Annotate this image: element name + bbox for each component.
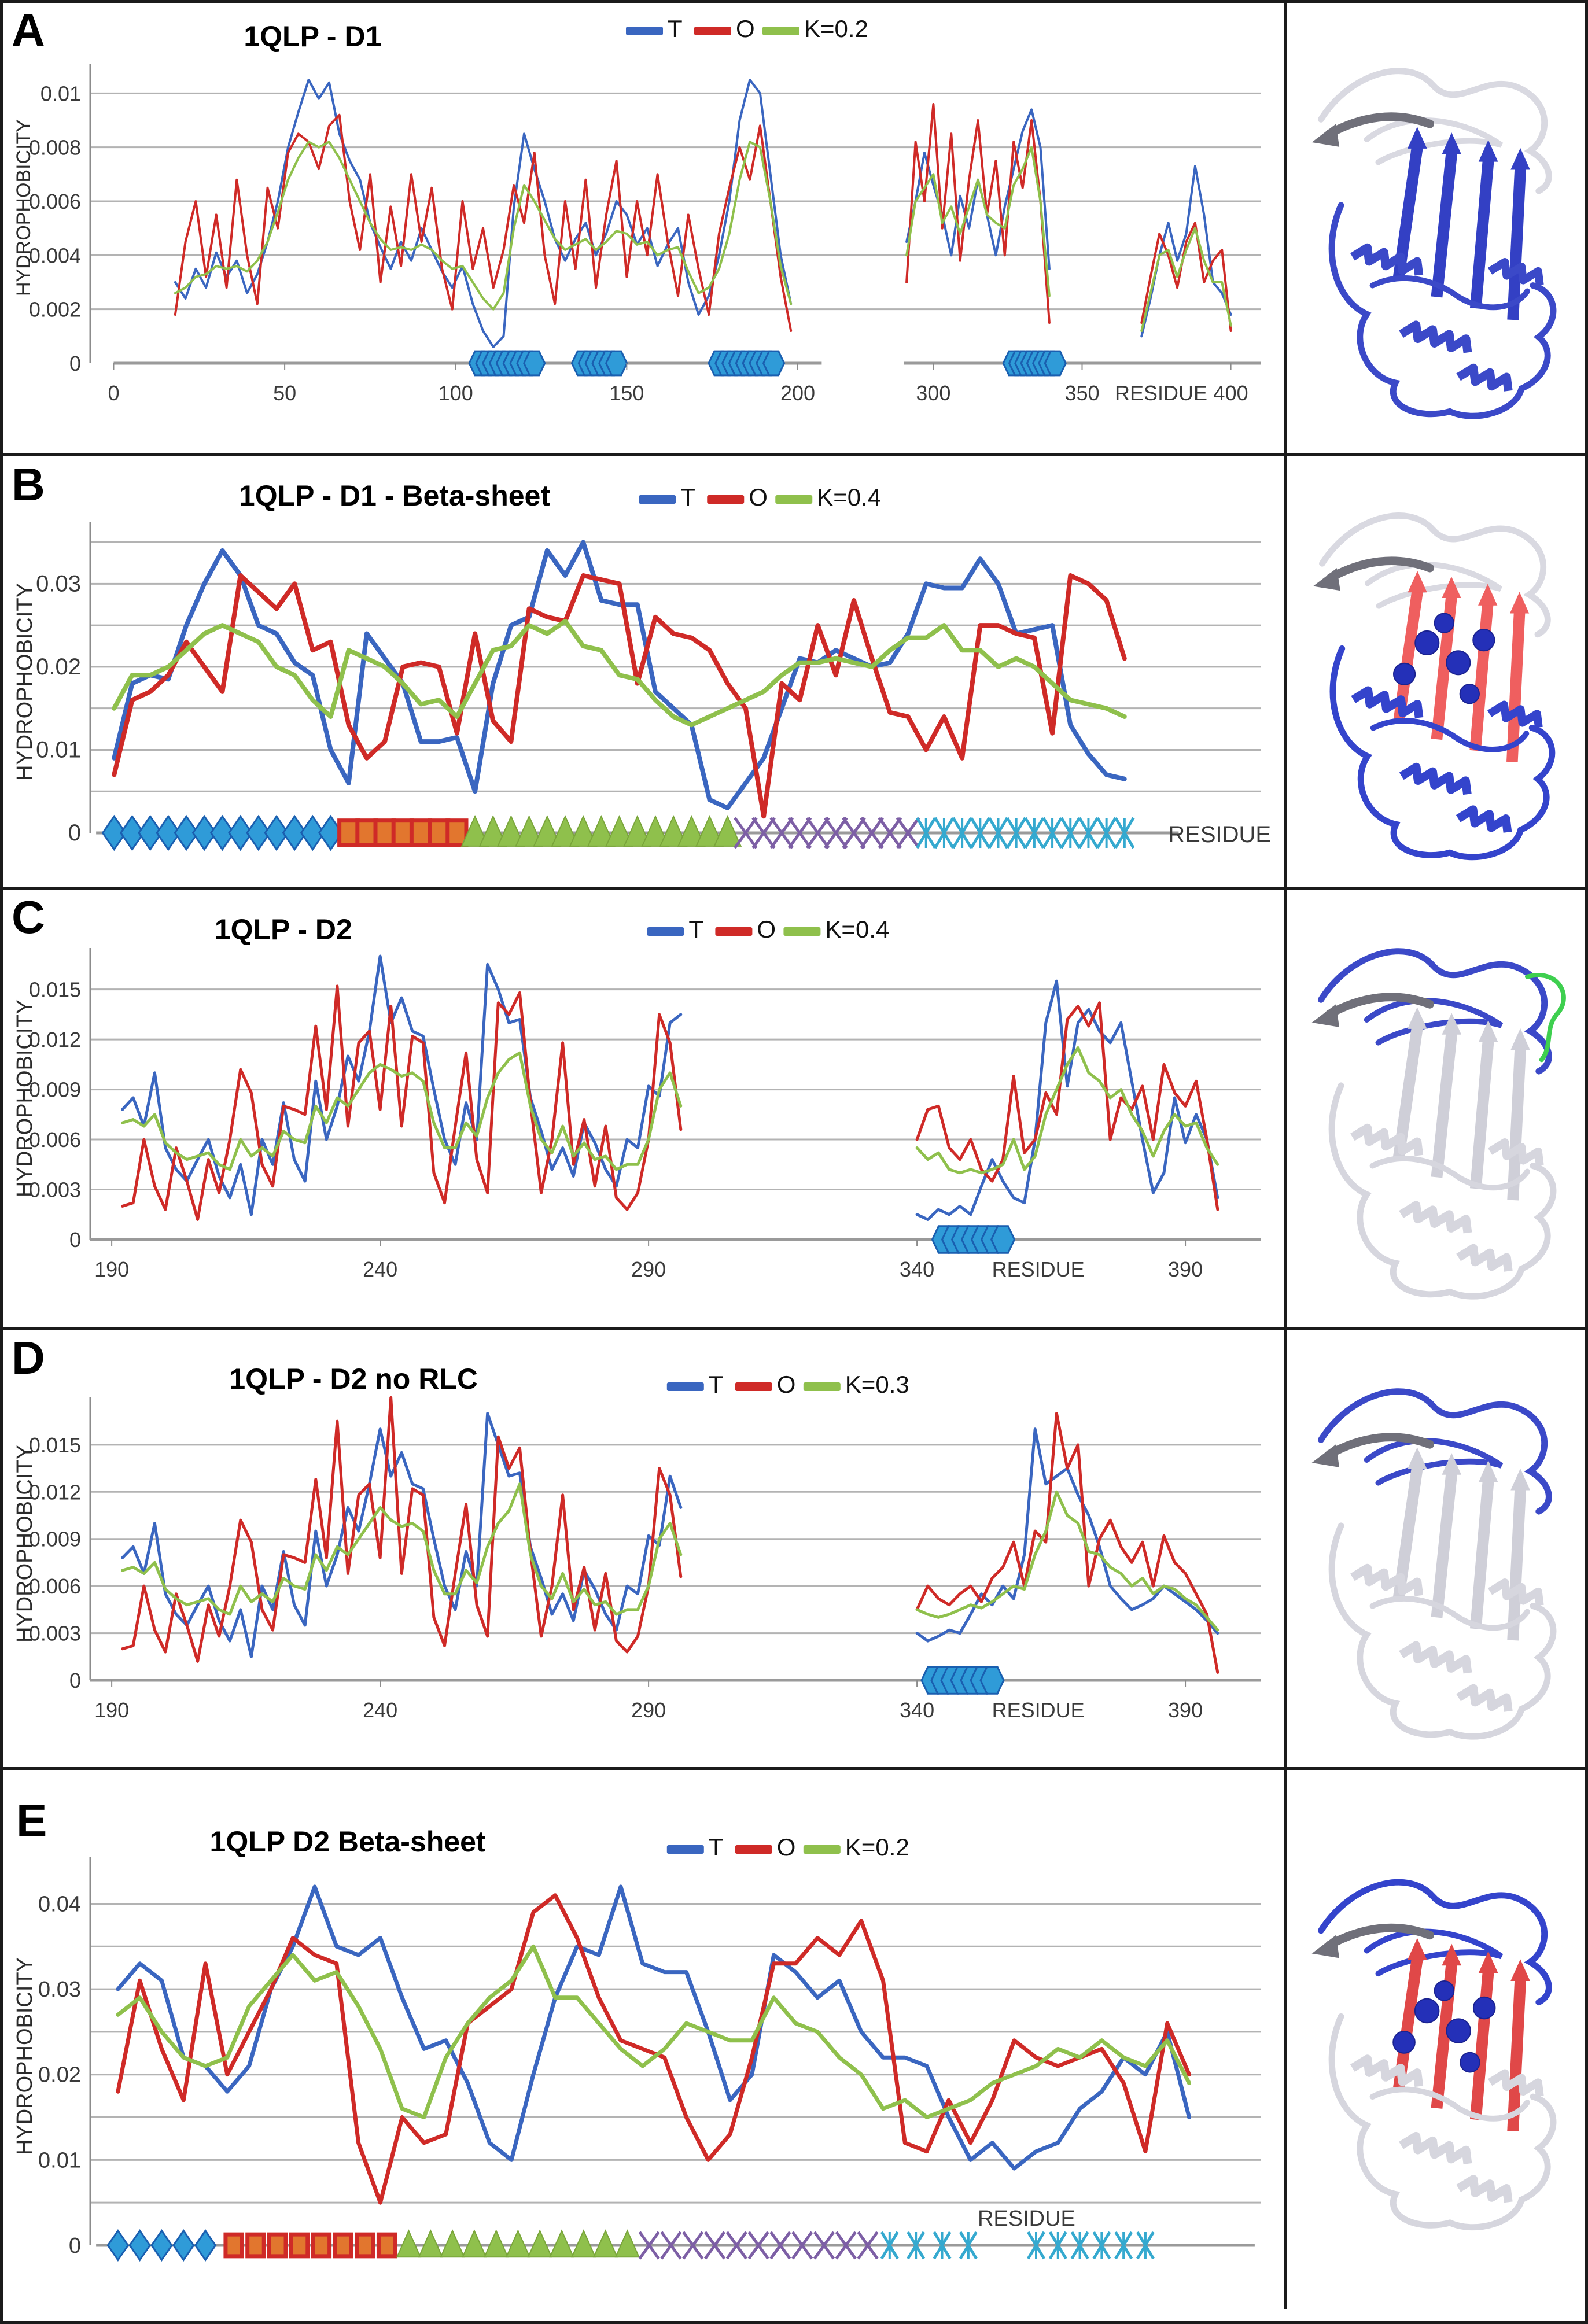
panel-c-title: 1QLP - D2 bbox=[214, 913, 352, 946]
panel-c-chart-area bbox=[3, 890, 1284, 1327]
panel-e-title: 1QLP D2 Beta-sheet bbox=[209, 1825, 486, 1858]
triangle-marker bbox=[506, 2231, 529, 2257]
triangle-marker bbox=[463, 2231, 486, 2257]
sphere bbox=[1394, 663, 1415, 685]
panel-d-chart-area bbox=[3, 1330, 1284, 1767]
square-marker bbox=[393, 821, 412, 846]
panel-e-structure-image bbox=[1287, 1770, 1585, 2309]
legend-label-T: T bbox=[708, 1834, 724, 1861]
legend-swatch-O bbox=[694, 27, 731, 35]
y-tick-label: 0.03 bbox=[38, 1978, 81, 2002]
y-tick-label: 0 bbox=[68, 820, 81, 846]
legend-label-K=0.4: K=0.4 bbox=[817, 484, 882, 511]
panel-d-structure-image bbox=[1287, 1330, 1585, 1767]
panel-a-chart bbox=[3, 3, 1284, 453]
legend-label-O: O bbox=[749, 484, 768, 511]
sphere bbox=[1473, 1997, 1495, 2019]
x-tick-label: 190 bbox=[94, 1698, 130, 1722]
triangle-marker bbox=[616, 2231, 639, 2257]
square-marker bbox=[375, 821, 394, 846]
panel-a-chart-area bbox=[3, 3, 1284, 453]
sphere bbox=[1435, 1981, 1454, 2001]
legend-swatch-O bbox=[735, 1845, 772, 1854]
x-tick-label: 0 bbox=[108, 381, 120, 405]
y-tick-label: 0.003 bbox=[28, 1178, 81, 1202]
panel-c-y-axis-label: HYDROPHOBICITY bbox=[13, 999, 37, 1198]
y-tick-label: 0.01 bbox=[38, 2148, 81, 2173]
x-tick-label: 190 bbox=[94, 1257, 130, 1281]
series-line-T bbox=[175, 80, 791, 347]
square-marker bbox=[358, 821, 376, 846]
series-line-O bbox=[123, 986, 681, 1219]
legend-swatch-K=0.2 bbox=[762, 27, 799, 35]
series-line-O bbox=[114, 576, 1125, 816]
square-marker bbox=[357, 2234, 374, 2256]
x-tick-label: 390 bbox=[1168, 1698, 1203, 1722]
series-line-T bbox=[907, 109, 1049, 268]
panel-b-structure-box bbox=[1284, 456, 1585, 887]
y-tick-label: 0 bbox=[69, 352, 81, 375]
y-tick-label: 0 bbox=[69, 1228, 81, 1252]
triangle-marker bbox=[397, 2231, 420, 2257]
y-tick-label: 0.009 bbox=[28, 1527, 81, 1551]
x-tick-label: 50 bbox=[273, 381, 297, 405]
triangle-marker bbox=[594, 2231, 617, 2257]
panel-e-y-axis-label: HYDROPHOBICITY bbox=[13, 1957, 37, 2155]
x-tick-label: 400 bbox=[1213, 381, 1248, 405]
square-marker bbox=[313, 2234, 330, 2256]
x-tick-label: 390 bbox=[1168, 1257, 1203, 1281]
hexagon-marker bbox=[1045, 351, 1066, 375]
panel-e-chart bbox=[3, 1770, 1284, 2309]
x-tick-label: 290 bbox=[631, 1698, 666, 1722]
x-tick-label: 150 bbox=[609, 381, 644, 405]
legend-label-O: O bbox=[776, 1371, 796, 1398]
panel-d-title: 1QLP - D2 no RLC bbox=[229, 1363, 478, 1395]
panel-b bbox=[3, 456, 1585, 890]
y-tick-label: 0.02 bbox=[38, 2063, 81, 2087]
diamond-marker bbox=[196, 2231, 216, 2260]
legend-swatch-K=0.4 bbox=[783, 927, 820, 936]
panel-a-structure-box bbox=[1284, 3, 1585, 453]
sphere bbox=[1435, 614, 1454, 633]
series-line-T bbox=[917, 981, 1218, 1219]
legend-label-T: T bbox=[667, 15, 683, 42]
panel-b-chart bbox=[3, 456, 1284, 887]
square-marker bbox=[226, 2234, 242, 2256]
legend-swatch-K=0.3 bbox=[804, 1382, 841, 1391]
diamond-marker bbox=[130, 2231, 150, 2260]
panel-b-title: 1QLP - D1 - Beta-sheet bbox=[238, 479, 551, 512]
y-tick-label: 0.01 bbox=[36, 737, 81, 763]
legend-label-O: O bbox=[735, 15, 755, 42]
x-axis-title: RESIDUE bbox=[992, 1257, 1085, 1281]
legend-label-T: T bbox=[680, 484, 695, 511]
panel-c-structure-box bbox=[1284, 890, 1585, 1327]
legend-label-O: O bbox=[776, 1834, 796, 1861]
legend-label-K=0.2: K=0.2 bbox=[804, 15, 868, 42]
legend-swatch-T bbox=[667, 1382, 704, 1391]
y-tick-label: 0 bbox=[69, 1669, 81, 1692]
panel-a-title: 1QLP - D1 bbox=[244, 20, 382, 53]
panel-c bbox=[3, 890, 1585, 1330]
legend-label-K=0.2: K=0.2 bbox=[845, 1834, 909, 1861]
hexagon-marker bbox=[606, 351, 627, 375]
square-marker bbox=[291, 2234, 308, 2256]
legend-swatch-K=0.2 bbox=[804, 1845, 841, 1854]
legend-swatch-K=0.4 bbox=[775, 495, 812, 504]
sphere bbox=[1460, 2053, 1480, 2072]
legend-label-O: O bbox=[757, 916, 776, 943]
y-tick-label: 0.006 bbox=[28, 190, 81, 213]
y-tick-label: 0.009 bbox=[28, 1078, 81, 1102]
square-marker bbox=[430, 821, 448, 846]
y-tick-label: 0.015 bbox=[28, 1433, 81, 1457]
series-line-T bbox=[118, 1887, 1189, 2168]
panel-e-chart-area bbox=[3, 1770, 1284, 2309]
series-line-K=0.2 bbox=[175, 142, 791, 309]
legend-label-T: T bbox=[688, 916, 704, 943]
panel-b-structure-image bbox=[1287, 456, 1585, 887]
legend-swatch-T bbox=[647, 927, 684, 936]
legend-swatch-O bbox=[735, 1382, 772, 1391]
sphere bbox=[1415, 631, 1439, 655]
legend-swatch-T bbox=[626, 27, 663, 35]
y-tick-label: 0.004 bbox=[28, 244, 81, 268]
square-marker bbox=[411, 821, 430, 846]
series-line-O bbox=[123, 1397, 681, 1661]
y-tick-label: 0 bbox=[68, 2234, 81, 2258]
x-tick-label: 200 bbox=[780, 381, 816, 405]
panel-e-letter: E bbox=[16, 1795, 47, 1846]
square-marker bbox=[269, 2234, 286, 2256]
panel-d-chart bbox=[3, 1330, 1284, 1767]
sphere bbox=[1446, 2019, 1471, 2043]
x-tick-label: 340 bbox=[900, 1257, 935, 1281]
x-tick-label: 240 bbox=[363, 1257, 398, 1281]
y-tick-label: 0.02 bbox=[36, 654, 81, 680]
sphere bbox=[1460, 684, 1479, 703]
triangle-marker bbox=[484, 2231, 507, 2257]
triangle-marker bbox=[528, 2231, 551, 2257]
square-marker bbox=[340, 821, 358, 846]
diamond-marker bbox=[108, 2231, 128, 2260]
panel-c-chart bbox=[3, 890, 1284, 1327]
panel-b-y-axis-label: HYDROPHOBICITY bbox=[13, 583, 37, 781]
y-tick-label: 0.04 bbox=[38, 1892, 81, 1917]
panel-d bbox=[3, 1330, 1585, 1770]
legend-swatch-T bbox=[667, 1845, 704, 1854]
x-axis-title: RESIDUE bbox=[1168, 822, 1272, 847]
panel-c-letter: C bbox=[12, 891, 45, 943]
triangle-marker bbox=[419, 2231, 442, 2257]
panel-b-chart-area bbox=[3, 456, 1284, 887]
x-axis-title: RESIDUE bbox=[977, 2207, 1075, 2231]
sphere bbox=[1415, 1999, 1439, 2023]
x-axis-title: RESIDUE bbox=[992, 1698, 1085, 1722]
panel-a-letter: A bbox=[12, 4, 45, 56]
panel-d-letter: D bbox=[12, 1332, 45, 1384]
x-axis-title: RESIDUE bbox=[1115, 381, 1208, 405]
legend-swatch-O bbox=[715, 927, 752, 936]
y-tick-label: 0.003 bbox=[28, 1621, 81, 1646]
triangle-marker bbox=[572, 2231, 595, 2257]
y-tick-label: 0.01 bbox=[40, 82, 81, 106]
panel-d-y-axis-label: HYDROPHOBICITY bbox=[13, 1444, 37, 1643]
x-tick-label: 300 bbox=[916, 381, 951, 405]
panel-b-letter: B bbox=[12, 459, 45, 510]
legend-label-K=0.4: K=0.4 bbox=[825, 916, 890, 943]
y-tick-label: 0.002 bbox=[28, 297, 81, 322]
diamond-marker bbox=[174, 2231, 194, 2260]
y-tick-label: 0.03 bbox=[36, 571, 81, 597]
legend-swatch-T bbox=[639, 495, 676, 504]
triangle-marker bbox=[441, 2231, 464, 2257]
panel-d-structure-box bbox=[1284, 1330, 1585, 1767]
square-marker bbox=[378, 2234, 395, 2256]
x-tick-label: 100 bbox=[438, 381, 473, 405]
x-tick-label: 340 bbox=[900, 1698, 935, 1722]
panel-a-y-axis-label: HYDROPHOBICITY bbox=[13, 119, 35, 297]
hexagon-marker bbox=[524, 351, 545, 375]
hexagon-marker bbox=[764, 351, 784, 375]
square-marker bbox=[248, 2234, 264, 2256]
y-tick-label: 0.006 bbox=[28, 1128, 81, 1152]
triangle-marker bbox=[550, 2231, 573, 2257]
y-tick-label: 0.008 bbox=[28, 135, 81, 160]
x-tick-label: 240 bbox=[363, 1698, 398, 1722]
legend-label-K=0.3: K=0.3 bbox=[845, 1371, 909, 1398]
panel-e bbox=[3, 1770, 1585, 2309]
panel-a-structure-image bbox=[1287, 3, 1585, 453]
square-marker bbox=[335, 2234, 352, 2256]
y-tick-label: 0.015 bbox=[28, 977, 81, 1002]
panel-e-structure-box bbox=[1284, 1770, 1585, 2309]
sphere bbox=[1473, 629, 1494, 651]
sphere bbox=[1446, 651, 1470, 674]
legend-label-T: T bbox=[708, 1371, 724, 1398]
legend-swatch-O bbox=[707, 495, 744, 504]
y-tick-label: 0.012 bbox=[28, 1028, 81, 1052]
panel-a bbox=[3, 3, 1585, 456]
sphere bbox=[1393, 2031, 1415, 2053]
y-tick-label: 0.012 bbox=[28, 1480, 81, 1504]
x-tick-label: 290 bbox=[631, 1257, 666, 1281]
diamond-marker bbox=[152, 2231, 172, 2260]
y-tick-label: 0.006 bbox=[28, 1574, 81, 1599]
panel-c-structure-image bbox=[1287, 890, 1585, 1327]
x-tick-label: 350 bbox=[1064, 381, 1100, 405]
series-line-O bbox=[907, 104, 1049, 323]
